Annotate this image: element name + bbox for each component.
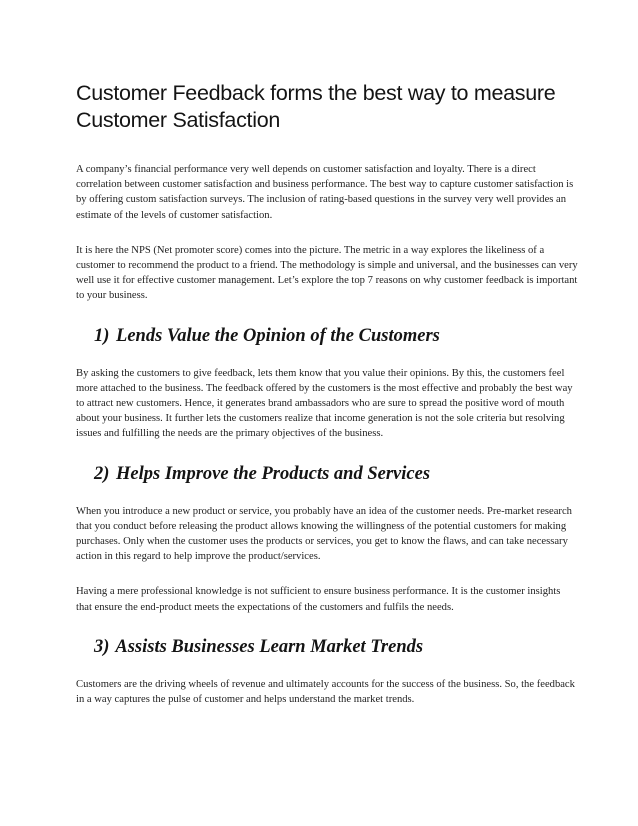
section-heading-3 [94,635,578,659]
section-paragraph: Having a mere professional knowledge is not sufficient to ensure business performance. It is the customer insights that ensure the end-product meets the expectations of the customers and fulfils the needs. [76,586,561,613]
section-heading-text: Assists Businesses Learn Market Trends [115,636,424,657]
section-number: 2) [94,463,110,484]
section-paragraph: When you introduce a new product or service, you probably have an idea of the customer needs. Pre-market research that you conduct before releasing the product allows knowing the willingness of the potential customers for making purchases. Only when the customer uses the products or services, you get to know the flaws, and can take necessary action in this regard to help improve the product/services. [76,505,572,563]
page-title: Customer Feedback forms the best way to measure Customer Satisfaction [76,81,556,132]
section-heading-text: Helps Improve the Products and Services [116,463,431,484]
section-heading-text: Lends Value the Opinion of the Customers [116,325,440,346]
intro-paragraph: It is here the NPS (Net promoter score) comes into the picture. The metric in a way explores the likeliness of a customer to recommend the product to a friend. The methodology is simple and universal, and the businesses can very well use it for effective customer management. Let’s explore the top 7 reasons on why customer feedback is important to your business. [76,244,578,302]
section-number: 1) [94,325,110,346]
section-heading-1 [94,324,578,348]
section-heading-2 [94,462,578,486]
section-paragraph: Customers are the driving wheels of revenue and ultimately accounts for the success of the business. So, the feedback in a way captures the pulse of customer and helps understand the market trends. [76,678,575,706]
intro-paragraph: A company’s financial performance very well depends on customer satisfaction and loyalty. There is a direct correlation between customer satisfaction and business performance. The best way to capture customer satisfaction is by offering custom satisfaction surveys. The inclusion of rating-based questions in the survey very well provides an estimate of the levels of customer satisfaction. [76,164,574,221]
section-paragraph: By asking the customers to give feedback, lets them know that you value their opinions. By this, the customers feel more attached to the business. The feedback offered by the customers is the most effective and probably the best way to attract new customers. Hence, it generates brand ambassadors who are sure to spread the positive word of mouth about your business. It further lets the customers realize that income generation is not the sole criteria but resolving issues and fulfilling the needs are the primary objectives of the business. [76,367,573,440]
section-number: 3) [94,636,110,657]
